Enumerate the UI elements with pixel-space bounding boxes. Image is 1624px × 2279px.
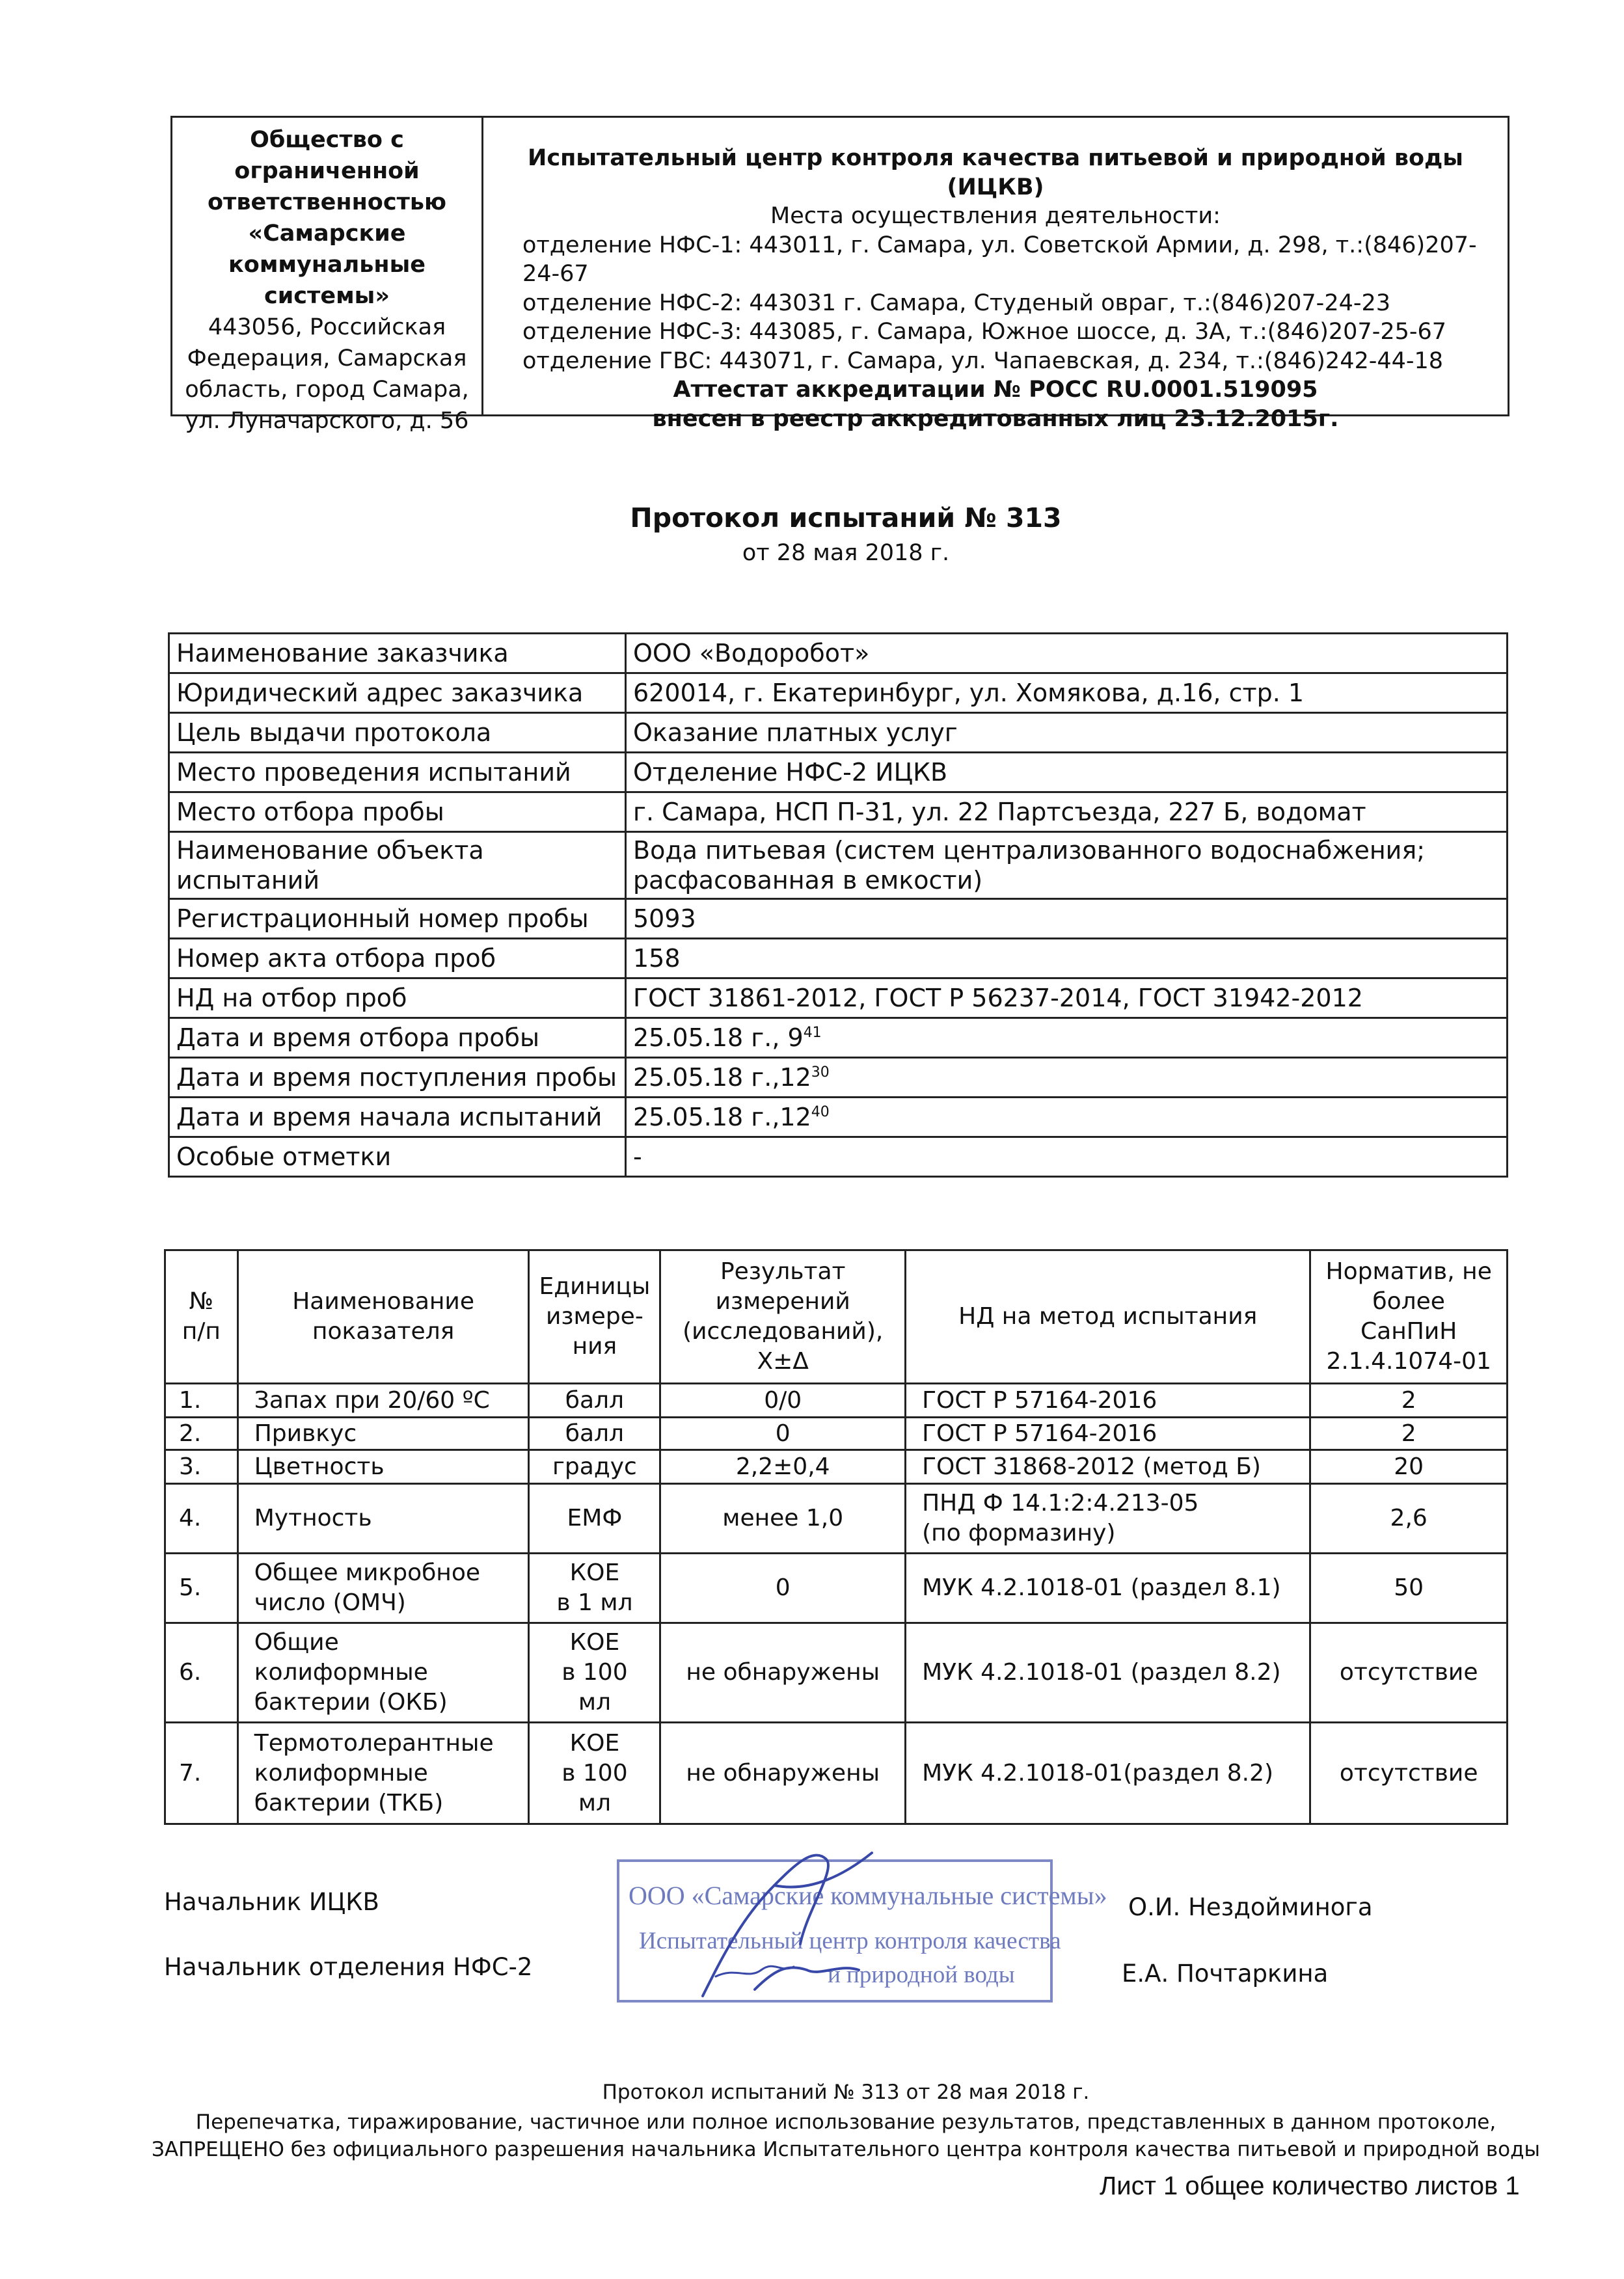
row-num: 7. (165, 1723, 238, 1824)
info-key: Регистрационный номер пробы (169, 899, 626, 939)
info-key-line: Наименование объекта (176, 836, 484, 865)
signature-role-head: Начальник ИЦКВ (164, 1888, 379, 1916)
unit-line: мл (578, 1789, 611, 1816)
row-unit (529, 1623, 660, 1723)
info-value-text: 25.05.18 г.,12 (633, 1103, 811, 1131)
info-row (169, 899, 1508, 939)
row-method: ГОСТ 31868-2012 (метод Б) (906, 1450, 1310, 1484)
info-key: Дата и время начала испытаний (169, 1098, 626, 1137)
place-line: отделение НФС-2: 443031 г. Самара, Студеный овраг, т.:(846)207-24-23 (522, 290, 1391, 316)
row-unit: балл (529, 1384, 660, 1418)
results-header-row (165, 1250, 1508, 1384)
row-result: не обнаружены (660, 1723, 906, 1824)
place-line: отделение НФС-1: 443011, г. Самара, ул. Советской Армии, д. 298, т.:(846)207-24-67 (522, 232, 1477, 287)
info-key: Место отбора пробы (169, 792, 626, 832)
org-address-line: ул. Луначарского, д. 56 (185, 408, 469, 434)
org-address-line: область, город Самара, (185, 377, 469, 403)
info-row (169, 792, 1508, 832)
header-line: измерений (715, 1288, 850, 1315)
sample-info-table (168, 632, 1508, 1178)
header-line: Единицы (539, 1273, 651, 1300)
header-line: ния (572, 1333, 617, 1360)
info-value: - (626, 1137, 1508, 1177)
row-result: 0 (660, 1554, 906, 1623)
stamp-line: ООО «Самарские коммунальные системы» (629, 1881, 1107, 1910)
info-key: Наименование заказчика (169, 634, 626, 673)
signature-name-head: О.И. Нездойминога (1128, 1893, 1373, 1921)
header-line: п/п (182, 1318, 221, 1345)
row-norm: отсутствие (1310, 1623, 1508, 1723)
accreditation-line: внесен в реестр аккредитованных лиц 23.12.2015г. (652, 405, 1339, 432)
row-method: МУК 4.2.1018-01 (раздел 8.1) (906, 1554, 1310, 1623)
footer-protocol-ref: Протокол испытаний № 313 от 28 мая 2018 г. (602, 2081, 1090, 2104)
header-name (237, 1250, 529, 1384)
table-row (165, 1384, 1508, 1418)
header-unit (529, 1250, 660, 1384)
row-num: 5. (165, 1554, 238, 1623)
info-row (169, 1058, 1508, 1098)
header-line: Результат (720, 1258, 846, 1285)
info-key: Место проведения испытаний (169, 753, 626, 792)
stamp-line: Испытательный центр контроля качества (639, 1928, 1061, 1954)
info-key (169, 832, 626, 899)
info-value-text: 25.05.18 г., 9 (633, 1023, 804, 1052)
row-method: ГОСТ Р 57164-2016 (906, 1384, 1310, 1418)
header-line: № (189, 1288, 214, 1315)
header-line: измере- (545, 1303, 643, 1330)
lab-title-line: Испытательный центр контроля качества питьевой и природной воды (528, 145, 1463, 171)
org-name-line: Общество с (250, 127, 404, 153)
unit-line: КОЕ (569, 1559, 620, 1586)
table-row (165, 1723, 1508, 1824)
stamp-line: и природной воды (828, 1962, 1015, 1988)
results-table (164, 1249, 1508, 1825)
header-line: (исследований), (683, 1318, 884, 1345)
row-result: менее 1,0 (660, 1484, 906, 1554)
unit-line: в 100 (562, 1759, 628, 1787)
row-norm: 50 (1310, 1554, 1508, 1623)
header-result (660, 1250, 906, 1384)
header-line: СанПиН (1360, 1318, 1457, 1345)
name-line: колиформные (254, 1759, 428, 1787)
row-norm: 20 (1310, 1450, 1508, 1484)
info-value-text: 25.05.18 г.,12 (633, 1063, 811, 1092)
header-line: более (1372, 1288, 1445, 1315)
info-row (169, 832, 1508, 899)
lab-title-line: (ИЦКВ) (947, 174, 1044, 200)
row-num: 3. (165, 1450, 238, 1484)
info-value: Оказание платных услуг (626, 713, 1508, 753)
info-value: г. Самара, НСП П-31, ул. 22 Партсъезда, 227 Б, водомат (626, 792, 1508, 832)
info-key: Дата и время отбора пробы (169, 1018, 626, 1058)
row-num: 6. (165, 1623, 238, 1723)
unit-line: мл (578, 1689, 611, 1716)
row-method: ГОСТ Р 57164-2016 (906, 1418, 1310, 1450)
row-unit: градус (529, 1450, 660, 1484)
row-name: Запах при 20/60 ºС (237, 1384, 529, 1418)
row-name (237, 1554, 529, 1623)
unit-line: КОЕ (569, 1629, 620, 1656)
header-line: Наименование (292, 1288, 474, 1315)
info-value: ГОСТ 31861-2012, ГОСТ Р 56237-2014, ГОСТ 31942-2012 (626, 978, 1508, 1018)
info-value (626, 1098, 1508, 1137)
info-key: Номер акта отбора проб (169, 939, 626, 978)
info-row (169, 713, 1508, 753)
time-minutes: 30 (811, 1064, 830, 1081)
signature-name-branch: Е.А. Почтаркина (1122, 1960, 1329, 1988)
places-heading: Места осуществления деятельности: (770, 203, 1221, 229)
lab-cell (483, 118, 1508, 432)
info-key: Дата и время поступления пробы (169, 1058, 626, 1098)
row-method: МУК 4.2.1018-01 (раздел 8.2) (906, 1623, 1310, 1723)
row-name (237, 1623, 529, 1723)
signature-stroke (716, 1966, 794, 1976)
row-norm: 2,6 (1310, 1484, 1508, 1554)
row-norm: отсутствие (1310, 1723, 1508, 1824)
table-row (165, 1418, 1508, 1450)
time-minutes: 41 (803, 1025, 822, 1041)
row-norm: 2 (1310, 1384, 1508, 1418)
info-row (169, 1018, 1508, 1058)
info-row (169, 978, 1508, 1018)
accreditation-line: Аттестат аккредитации № РОСС RU.0001.519095 (673, 377, 1318, 403)
name-line: колиформные (254, 1659, 428, 1686)
info-row (169, 634, 1508, 673)
info-value (626, 1058, 1508, 1098)
info-row (169, 939, 1508, 978)
name-line: бактерии (ОКБ) (254, 1689, 448, 1716)
header-norm (1310, 1250, 1508, 1384)
info-key: Юридический адрес заказчика (169, 673, 626, 713)
org-name-line: «Самарские (248, 221, 406, 247)
name-line: Общее микробное (254, 1559, 481, 1586)
info-value: ООО «Водоробот» (626, 634, 1508, 673)
org-name-line: ограниченной (234, 158, 420, 184)
org-name-line: системы» (264, 283, 390, 309)
time-minutes: 40 (811, 1104, 830, 1120)
header-line: показателя (312, 1318, 455, 1345)
name-line: бактерии (ТКБ) (254, 1789, 444, 1816)
row-name: Привкус (237, 1418, 529, 1450)
info-key: Особые отметки (169, 1137, 626, 1177)
info-key: НД на отбор проб (169, 978, 626, 1018)
row-name: Цветность (237, 1450, 529, 1484)
signature-stroke (703, 1853, 872, 1996)
row-result: 0 (660, 1418, 906, 1450)
info-value (626, 832, 1508, 899)
place-line: отделение ГВС: 443071, г. Самара, ул. Чапаевская, д. 234, т.:(846)242-44-18 (522, 347, 1444, 374)
row-unit (529, 1554, 660, 1623)
org-address-line: 443056, Российская (208, 314, 446, 340)
row-num: 2. (165, 1418, 238, 1450)
org-address-line: Федерация, Самарская (187, 345, 467, 371)
info-value-line: расфасованная в емкости) (633, 866, 983, 895)
info-key-line: испытаний (176, 866, 320, 895)
header-method: НД на метод испытания (906, 1250, 1310, 1384)
info-row (169, 673, 1508, 713)
info-value (626, 1018, 1508, 1058)
info-value: 620014, г. Екатеринбург, ул. Хомякова, д.16, стр. 1 (626, 673, 1508, 713)
signature-role-branch: Начальник отделения НФС-2 (164, 1953, 533, 1981)
info-value: 5093 (626, 899, 1508, 939)
header-num (165, 1250, 238, 1384)
footer-notice-line: Перепечатка, тиражирование, частичное или полное использование результатов, представленных в данном протоколе, (195, 2110, 1496, 2134)
row-result: 0/0 (660, 1384, 906, 1418)
table-row (165, 1484, 1508, 1554)
row-num: 4. (165, 1484, 238, 1554)
row-method: МУК 4.2.1018-01(раздел 8.2) (906, 1723, 1310, 1824)
method-line: ПНД Ф 14.1:2:4.213-05 (922, 1490, 1199, 1517)
table-row (165, 1450, 1508, 1484)
organization-cell (172, 118, 483, 434)
table-row (165, 1623, 1508, 1723)
header-line: X±Δ (757, 1348, 809, 1375)
info-value: 158 (626, 939, 1508, 978)
row-unit (529, 1723, 660, 1824)
row-result: 2,2±0,4 (660, 1450, 906, 1484)
name-line: Общие (254, 1629, 339, 1656)
row-unit: ЕМФ (529, 1484, 660, 1554)
handwritten-signature (677, 1840, 898, 2003)
row-norm: 2 (1310, 1418, 1508, 1450)
row-num: 1. (165, 1384, 238, 1418)
info-row (169, 753, 1508, 792)
row-result: не обнаружены (660, 1623, 906, 1723)
info-value-line: Вода питьевая (систем централизованного водоснабжения; (633, 836, 1426, 865)
place-line: отделение НФС-3: 443085, г. Самара, Южное шоссе, д. 3А, т.:(846)207-25-67 (522, 319, 1447, 345)
table-row (165, 1554, 1508, 1623)
footer-notice-line: ЗАПРЕЩЕНО без официального разрешения начальника Испытательного центра контроля качества питьевой и природной воды (152, 2138, 1540, 2161)
unit-line: в 1 мл (556, 1589, 633, 1616)
info-row (169, 1137, 1508, 1177)
unit-line: КОЕ (569, 1729, 620, 1757)
header-block (170, 116, 1509, 434)
row-name (237, 1723, 529, 1824)
method-line: (по формазину) (922, 1520, 1116, 1546)
info-value: Отделение НФС-2 ИЦКВ (626, 753, 1508, 792)
page-title: Протокол испытаний № 313 (630, 502, 1062, 533)
org-name-line: коммунальные (228, 252, 426, 278)
unit-line: в 100 (562, 1659, 628, 1686)
row-unit: балл (529, 1418, 660, 1450)
org-name-line: ответственностью (207, 189, 447, 215)
name-line: Термотолерантные (254, 1729, 494, 1757)
info-row (169, 1098, 1508, 1137)
name-line: число (ОМЧ) (254, 1589, 406, 1616)
info-key: Цель выдачи протокола (169, 713, 626, 753)
row-method (906, 1484, 1310, 1554)
sheet-count: Лист 1 общее количество листов 1 (1100, 2172, 1520, 2200)
row-name: Мутность (237, 1484, 529, 1554)
header-line: 2.1.4.1074-01 (1326, 1348, 1491, 1375)
header-line: Норматив, не (1325, 1258, 1492, 1285)
page-subtitle: от 28 мая 2018 г. (742, 540, 950, 566)
